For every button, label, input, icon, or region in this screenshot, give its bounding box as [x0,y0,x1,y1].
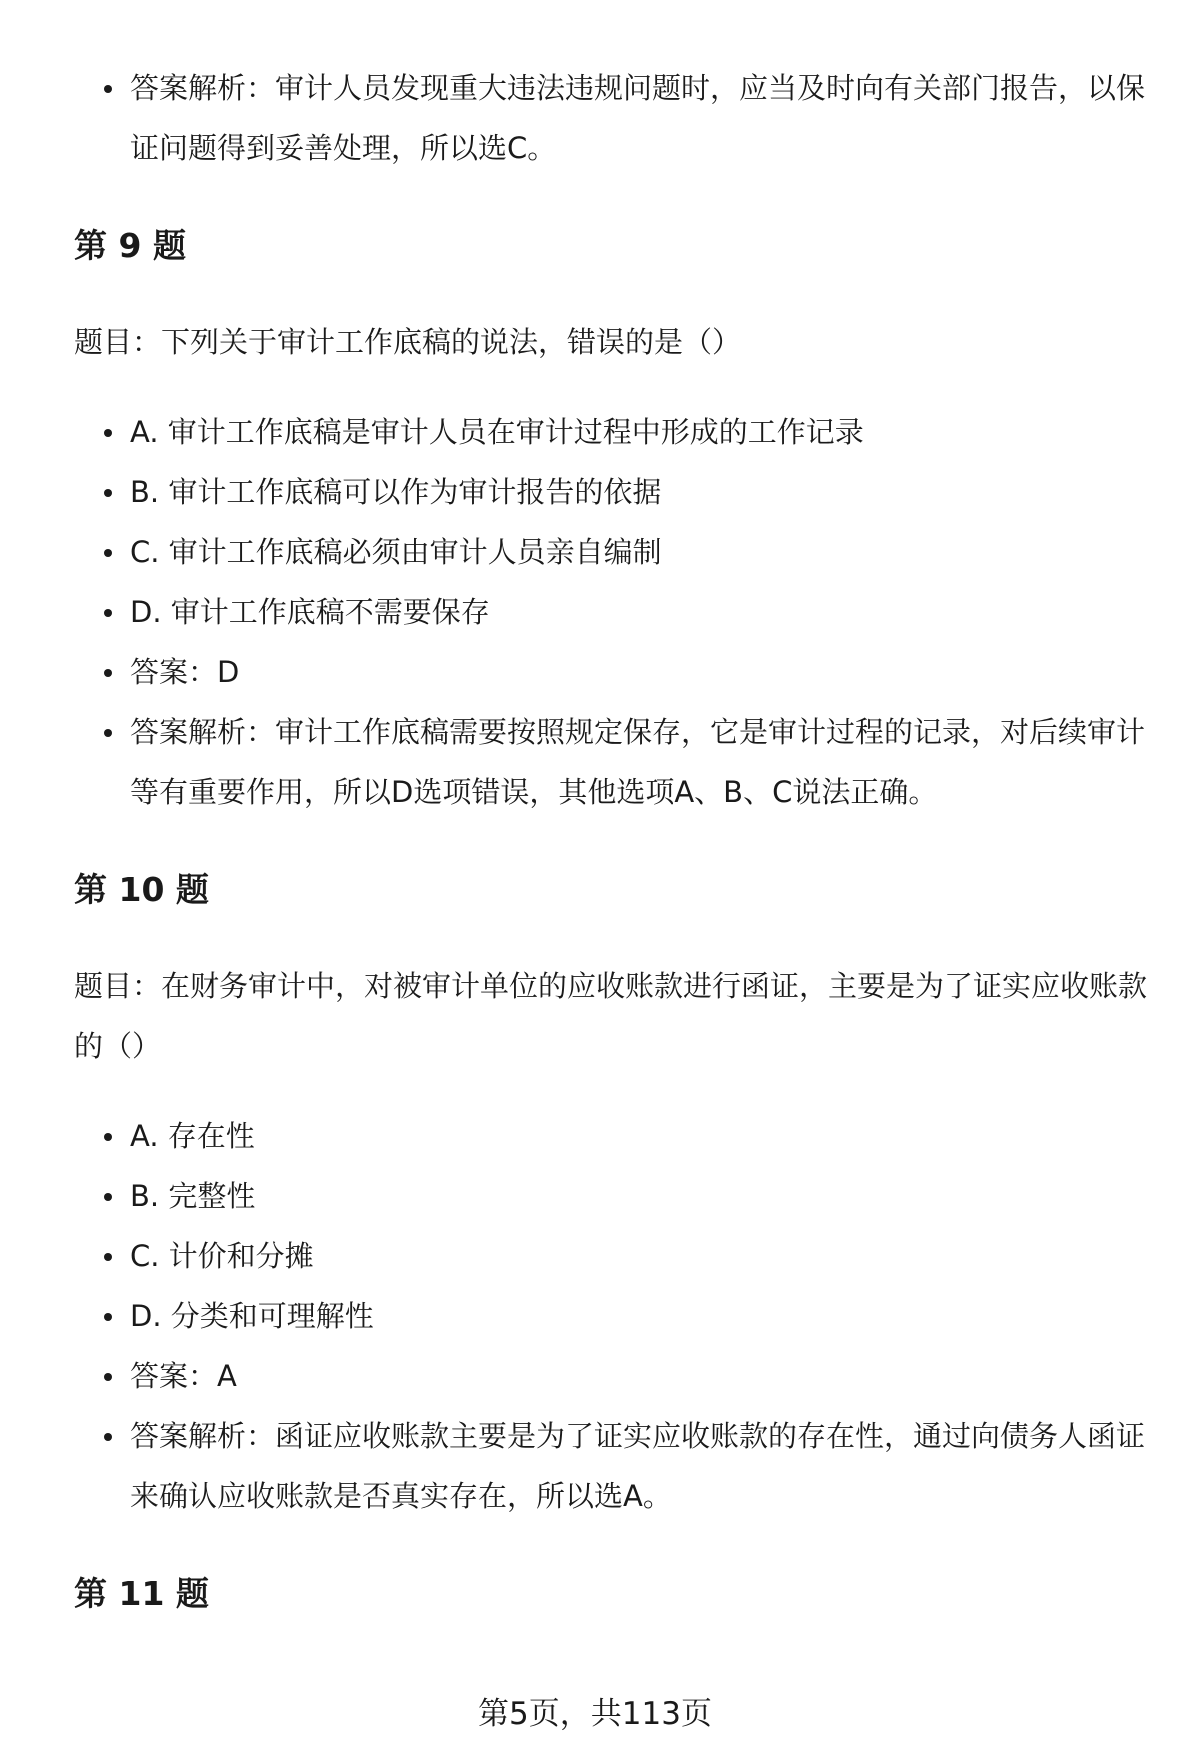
q8-tail-list [74,58,1164,178]
question-10-options [74,1106,1164,1526]
question-11-title: 第 11 题 [74,1574,209,1613]
question-9-option-a: A. 审计工作底稿是审计人员在审计过程中形成的工作记录 [74,402,1164,462]
question-9-option-b: B. 审计工作底稿可以作为审计报告的依据 [74,462,1164,522]
question-10 [74,860,1164,1564]
q8-explanation: 答案解析：审计人员发现重大违法违规问题时，应当及时向有关部门报告，以保证问题得到妥善处理，所以选C。 [74,58,1164,178]
page-number-label: 第5页，共113页 [478,1696,712,1732]
question-9 [74,216,1164,860]
page-footer [0,1694,1190,1734]
question-10-option-a: A. 存在性 [74,1106,1164,1166]
question-10-answer: 答案：A [74,1346,1164,1406]
question-9-explanation: 答案解析：审计工作底稿需要按照规定保存，它是审计过程的记录，对后续审计等有重要作用，所以D选项错误，其他选项A、B、C说法正确。 [74,702,1164,822]
question-9-answer: 答案：D [74,642,1164,702]
question-10-title: 第 10 题 [74,870,209,909]
question-9-options [74,402,1164,822]
question-10-option-c: C. 计价和分摊 [74,1226,1164,1286]
question-9-option-c: C. 审计工作底稿必须由审计人员亲自编制 [74,522,1164,582]
question-11 [74,1564,1164,1624]
question-10-option-b: B. 完整性 [74,1166,1164,1226]
question-9-option-d: D. 审计工作底稿不需要保存 [74,582,1164,642]
question-10-stem: 题目：在财务审计中，对被审计单位的应收账款进行函证，主要是为了证实应收账款的（） [74,969,1148,1063]
question-9-stem: 题目：下列关于审计工作底稿的说法，错误的是（） [74,325,742,359]
question-10-explanation: 答案解析：函证应收账款主要是为了证实应收账款的存在性，通过向债务人函证来确认应收账款是否真实存在，所以选A。 [74,1406,1164,1526]
question-9-title: 第 9 题 [74,226,186,265]
page-content [74,58,1164,1624]
question-10-option-d: D. 分类和可理解性 [74,1286,1164,1346]
